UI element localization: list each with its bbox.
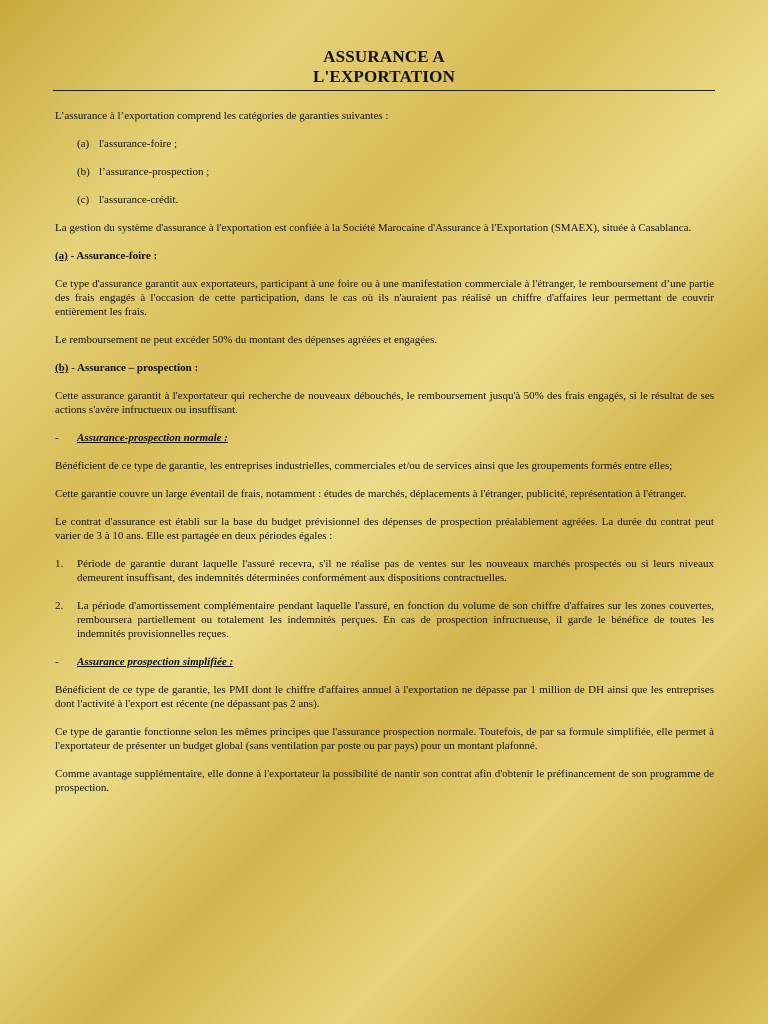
category-text: l’assurance-prospection ; [99,166,210,178]
normale-paragraph: Cette garantie couvre un large éventail de frais, notamment : études de marchés, déplacements à l'étranger, publicité, représentation à l'étranger. [55,488,687,500]
title-rule [53,90,715,91]
period-marker: 1. [55,558,64,570]
category-marker: (a) [77,138,90,150]
intro-paragraph: L’assurance à l’exportation comprend les catégories de garanties suivantes : [55,110,389,122]
category-item [77,193,714,207]
category-marker: (c) [77,194,90,206]
category-text: l'assurance-crédit. [99,194,179,206]
period-item [55,557,714,585]
title-line-2: L'EXPORTATION [312,67,456,86]
section-b-prefix: (b) [55,362,69,374]
category-item [77,137,714,151]
normale-paragraph: Le contrat d'assurance est établi sur la base du budget prévisionnel des dépenses de prospection préalablement agréées. La durée du contrat peut varier de 3 à 10 ans. Elle est partagée en deux périodes égales : [55,516,714,542]
section-a-paragraph: Ce type d'assurance garantit aux exportateurs, participant à une foire ou à une manifestation commerciale à l'étranger, le remboursement d’une partie des frais engagés à l'occasion de cette participation, dans le cas où ils n'auraient pas réalisé un chiffre d'affaires leur permettant de couvrir entièrement les frais. [55,278,714,318]
page-title [0,47,768,87]
dash-marker: - [55,656,59,668]
period-item [55,599,714,641]
simplifiee-paragraph: Ce type de garantie fonctionne selon les mêmes principes que l'assurance prospection normale. Toutefois, de par sa formule simplifiée, elle permet à l'exportateur de présenter un budget global (sans ventilation par poste ou par pays) pour un montant plafonné. [55,726,714,752]
period-text: La période d'amortissement complémentaire pendant laquelle l'assuré, en fonction du volume de son chiffre d'affaires sur les zones couvertes, remboursera partiellement ou totalement les indemnités perçues. En cas de prospection infructueuse, il garde le bénéfice de toutes les indemnités provisionnelles reçues. [77,600,714,640]
section-b-title: - Assurance – prospection : [68,362,199,374]
simplifiee-heading [55,655,714,669]
document-body [55,109,714,809]
simplifiee-paragraph: Bénéficient de ce type de garantie, les PMI dont le chiffre d'affaires annuel à l'exportation ne dépasse par 1 million de DH ainsi que les entreprises dont l'activité à l'export est récente (ne dépassant pas 2 ans). [55,684,714,710]
normale-title: Assurance-prospection normale : [77,432,228,444]
period-marker: 2. [55,600,64,612]
period-text: Période de garantie durant laquelle l'assuré recevra, s'il ne réalise pas de ventes sur les nouveaux marchés prospectés ou si leurs niveaux demeurent insuffisant, des indemnités déterminées conformément aux dispositions contractuelles. [77,558,714,584]
category-text: l'assurance-foire ; [99,138,178,150]
gestion-paragraph: La gestion du système d'assurance à l'exportation est confiée à la Société Marocaine d'Assurance à l'Exportation (SMAEX), située à Casablanca. [55,222,692,234]
section-a-paragraph: Le remboursement ne peut excéder 50% du montant des dépenses agréées et engagées. [55,334,438,346]
title-line-1: ASSURANCE A [323,47,445,66]
section-a-heading [55,249,714,263]
simplifiee-title: Assurance prospection simplifiée : [77,656,234,668]
section-b-paragraph: Cette assurance garantit à l'exportateur qui recherche de nouveaux débouchés, le remboursement jusqu'à 50% des frais engagés, si le résultat de ses actions s'avère infructueux ou insuffisant. [55,390,714,416]
section-a-prefix: (a) [55,250,68,262]
section-b-heading [55,361,714,375]
category-marker: (b) [77,166,90,178]
simplifiee-paragraph: Comme avantage supplémentaire, elle donne à l'exportateur la possibilité de nantir son contrat afin d'obtenir le préfinancement de son programme de prospection. [55,768,714,794]
dash-marker: - [55,432,59,444]
category-item [77,165,714,179]
section-a-title: - Assurance-foire : [67,250,158,262]
normale-paragraph: Bénéficient de ce type de garantie, les entreprises industrielles, commerciales et/ou de services ainsi que les groupements formés entre elles; [55,460,673,472]
normale-heading [55,431,714,445]
